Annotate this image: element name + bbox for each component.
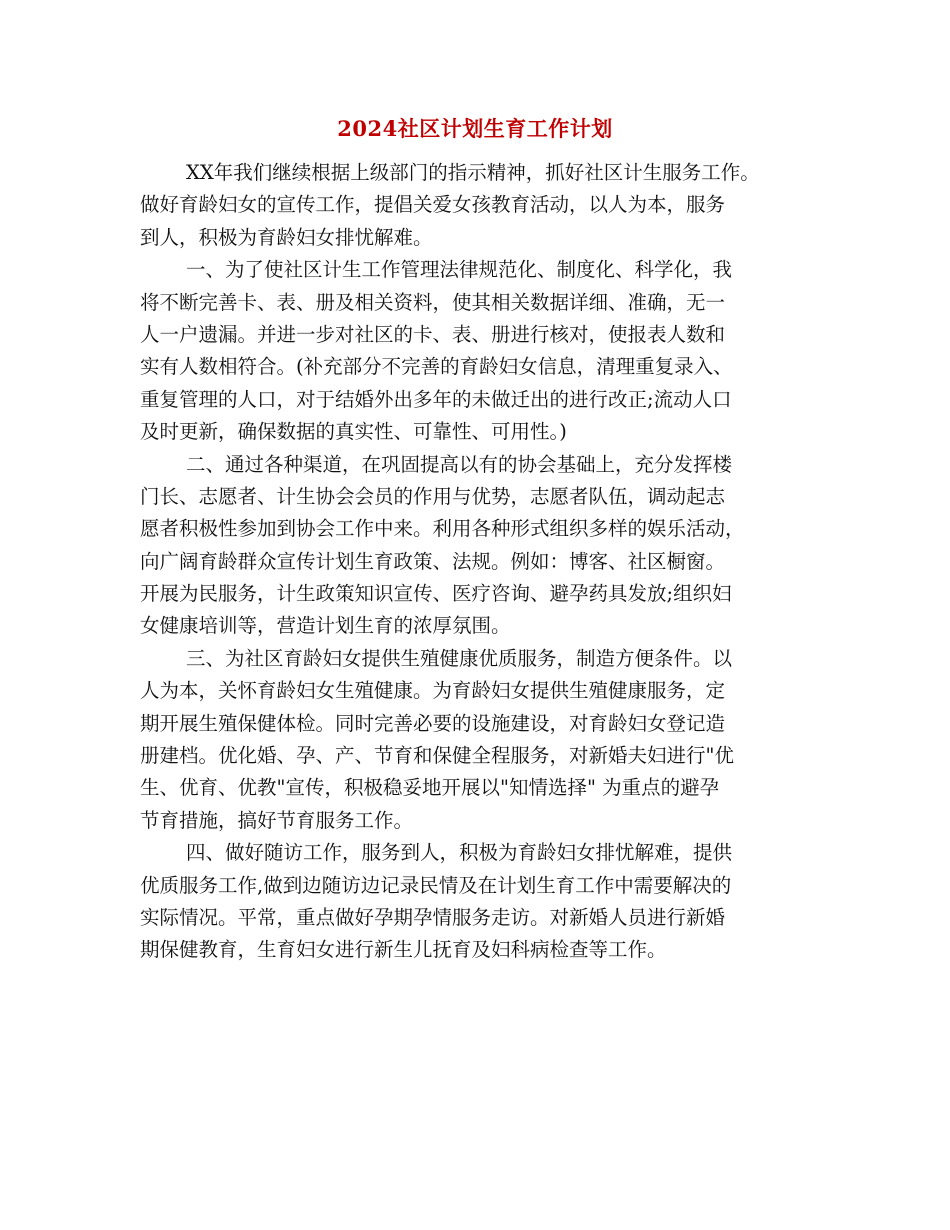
text-line: 人一户遗漏。并进一步对社区的卡、表、册进行核对，使报表人数和 — [140, 322, 726, 346]
text-line: 人为本，关怀育龄妇女生殖健康。为育龄妇女提供生殖健康服务，定 — [140, 679, 726, 703]
text-line: 愿者积极性参加到协会工作中来。利用各种形式组织多样的娱乐活动， — [140, 517, 745, 541]
text-line: 二、通过各种渠道，在巩固提高以有的协会基础上，充分发挥楼 — [186, 452, 733, 476]
text-line: 及时更新，确保数据的真实性、可靠性、可用性。) — [140, 420, 567, 444]
paragraph-4 — [140, 643, 810, 837]
text-line: 四、做好随访工作，服务到人，积极为育龄妇女排忧解难，提供 — [186, 841, 733, 865]
paragraph-5 — [140, 837, 810, 967]
text-line: 实有人数相符合。(补充部分不完善的育龄妇女信息，清理重复录入、 — [140, 355, 733, 379]
document-title: 2024社区计划生育工作计划 — [337, 116, 613, 141]
text-line: 门长、志愿者、计生协会会员的作用与优势，志愿者队伍，调动起志 — [140, 484, 726, 508]
text-line: 做好育龄妇女的宣传工作，提倡关爱女孩教育活动，以人为本，服务 — [140, 193, 726, 217]
text-line: 向广阔育龄群众宣传计划生育政策、法规。例如：博客、社区橱窗。 — [140, 549, 726, 573]
text-line: 一、为了使社区计生工作管理法律规范化、制度化、科学化，我 — [186, 258, 733, 282]
text-line: 优质服务工作,做到边随访边记录民情及在计划生育工作中需要解决的 — [140, 873, 732, 897]
text-line: 节育措施，搞好节育服务工作。 — [140, 808, 414, 832]
text-line: XX年我们继续根据上级部门的指示精神，抓好社区计生服务工作。 — [186, 161, 760, 184]
text-line: 将不断完善卡、表、册及相关资料，使其相关数据详细、准确，无一 — [140, 290, 726, 314]
text-line: 三、为社区育龄妇女提供生殖健康优质服务，制造方便条件。以 — [186, 646, 733, 670]
text-line: 到人，积极为育龄妇女排忧解难。 — [140, 225, 433, 249]
paragraph-2 — [140, 254, 810, 448]
paragraph-1 — [140, 157, 810, 254]
text-line: 期开展生殖保健体检。同时完善必要的设施建设，对育龄妇女登记造 — [140, 711, 726, 735]
text-line: 生、优育、优教"宣传，积极稳妥地开展以"知情选择" 为重点的避孕 — [140, 776, 720, 800]
text-line: 女健康培训等，营造计划生育的浓厚氛围。 — [140, 614, 511, 638]
paragraph-3 — [140, 449, 810, 643]
text-line: 开展为民服务，计生政策知识宣传、医疗咨询、避孕药具发放;组织妇 — [140, 582, 732, 606]
text-line: 实际情况。平常，重点做好孕期孕情服务走访。对新婚人员进行新婚 — [140, 905, 726, 929]
text-line: 期保健教育，生育妇女进行新生儿抚育及妇科病检查等工作。 — [140, 938, 667, 962]
text-line: 册建档。优化婚、孕、产、节育和保健全程服务，对新婚夫妇进行"优 — [140, 744, 734, 768]
document-body — [140, 157, 810, 967]
text-line: 重复管理的人口，对于结婚外出多年的未做迁出的进行改正;流动人口 — [140, 387, 732, 411]
